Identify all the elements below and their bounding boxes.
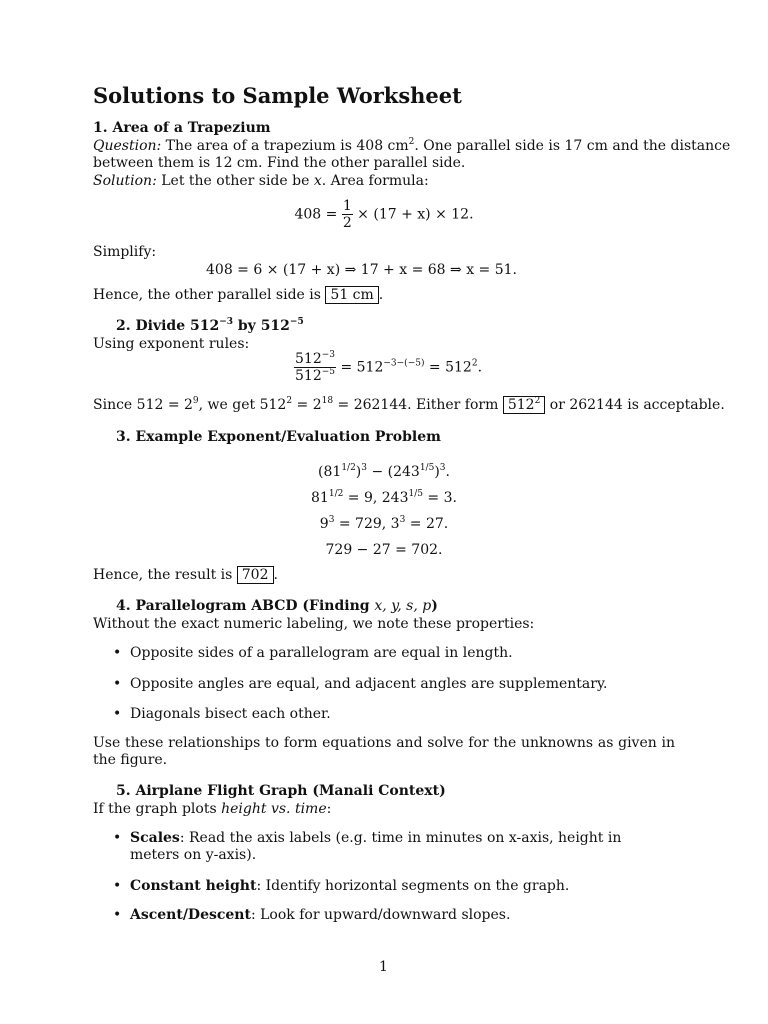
bullet-icon: • [113, 706, 122, 722]
solution-text: Let the other side be [156, 173, 314, 189]
eq-left: 408 = [294, 206, 342, 223]
section-4-heading: 4. Parallelogram ABCD (Finding x, y, s, p) [116, 598, 438, 614]
denominator: $512^{-5}$ [295, 367, 336, 384]
s3-line3: $9^3 = 729$, $3^3 = 27$. [319, 515, 449, 532]
s1-question-line1 [93, 138, 730, 155]
period: . [378, 287, 384, 303]
eq-part: = 512 [336, 359, 384, 376]
question-text: The area of a trapezium is 408 cm [161, 138, 409, 154]
numerator: $512^{-3}$ [295, 350, 336, 367]
conclusion-text: Hence, the other parallel side is [93, 287, 326, 303]
list-item [113, 676, 673, 693]
variables: x, y, s, p [374, 598, 432, 614]
simplify-label: Simplify: [93, 244, 157, 260]
list-item-text: Scales: Read the axis labels (e.g. time in minutes on x-axis, height in meters on y-axis). [130, 830, 622, 863]
solution-label: Solution: [93, 173, 157, 189]
list-item [113, 706, 673, 723]
superscript: −3 [219, 317, 234, 327]
denominator: 2 [342, 215, 352, 231]
list-item [113, 907, 673, 924]
s4-closing: Use these relationships to form equations and solve for the unknowns as given in the figure. [93, 735, 675, 768]
heading-text: 2. Divide 512 [116, 318, 220, 334]
heading-text-cont: by 512 [233, 318, 290, 334]
s3-line4: 729 − 27 = 702. [325, 542, 443, 558]
s1-area-equation [93, 198, 675, 231]
eq-part: = 512 [424, 359, 472, 376]
section-3-heading: 3. Example Exponent/Evaluation Problem [116, 429, 441, 445]
boxed-answer: 51 cm [325, 286, 378, 304]
s2-intro: Using exponent rules: [93, 336, 250, 352]
list-item-text: Opposite sides of a parallelogram are equal in length. [130, 645, 513, 661]
s2-exponent-equation [294, 351, 482, 384]
period: . [477, 359, 483, 376]
s2-conclusion: Since $512 = 2^9$, we get $512^2 = 2^{18} = 262144$. Either form $512^2$ or 262144 is acceptable. [93, 396, 725, 413]
s5-intro: If the graph plots height vs. time: [93, 801, 332, 817]
bullet-icon: • [113, 878, 122, 894]
bullet-icon: • [113, 830, 122, 846]
superscript: 2 [471, 358, 478, 369]
boxed-answer: 702 [237, 566, 274, 584]
s3-line2: $81^{1/2} = 9$, $243^{1/5} = 3$. [311, 489, 457, 506]
superscript: −3−(−5) [383, 358, 425, 369]
question-text-cont: . One parallel side is 17 cm and the distance [414, 138, 731, 154]
list-item-text: Ascent/Descent: Look for upward/downward slopes. [130, 907, 511, 923]
bullet-icon: • [113, 907, 122, 923]
section-1-heading: 1. Area of a Trapezium [93, 120, 271, 136]
list-item-text: Opposite angles are equal, and adjacent angles are supplementary. [130, 676, 608, 692]
page-number: 1 [379, 959, 388, 975]
page-title: Solutions to Sample Worksheet [93, 83, 462, 108]
section-2-heading [116, 318, 304, 335]
solution-text-cont: . Area formula: [321, 173, 429, 189]
s1-question-line2: between them is 12 cm. Find the other parallel side. [93, 155, 466, 171]
s1-solution-line [93, 173, 429, 190]
list-item [113, 645, 673, 662]
section-5-heading: 5. Airplane Flight Graph (Manali Context) [116, 783, 446, 799]
question-label: Question: [93, 138, 162, 154]
eq-right: × (17 + x) × 12. [352, 206, 474, 223]
s3-line1: $(81^{1/2})^3 - (243^{1/5})^3$. [318, 463, 450, 480]
numerator: 1 [342, 198, 352, 214]
bullet-icon: • [113, 676, 122, 692]
list-item-text: Constant height: Identify horizontal segments on the graph. [130, 878, 570, 894]
s1-conclusion [93, 287, 383, 304]
fraction [342, 198, 353, 231]
list-item [113, 830, 673, 864]
s3-conclusion: Hence, the result is 702 . [93, 567, 278, 583]
fraction [294, 351, 336, 384]
s4-intro: Without the exact numeric labeling, we note these properties: [93, 616, 535, 632]
variable: x [313, 173, 322, 189]
list-item-text: Diagonals bisect each other. [130, 706, 331, 722]
superscript: −5 [289, 317, 304, 327]
boxed-answer: $512^2$ [503, 396, 545, 414]
superscript: 2 [408, 137, 415, 147]
simplify-equation: 408 = 6 × (17 + x) ⇒ 17 + x = 68 ⇒ x = 51. [206, 262, 517, 278]
bullet-icon: • [113, 645, 122, 661]
list-item [113, 878, 673, 895]
